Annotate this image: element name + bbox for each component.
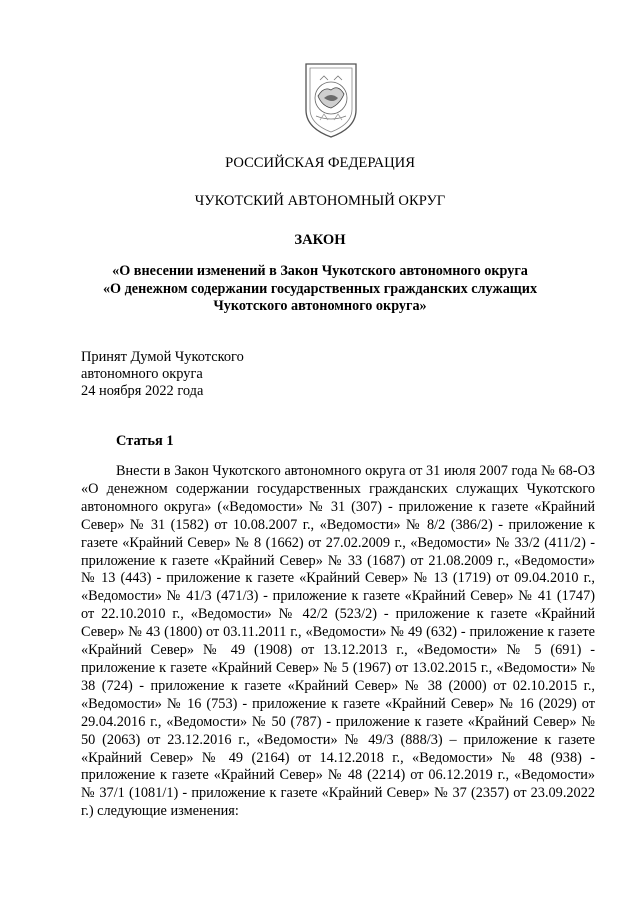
law-title-line: Чукотского автономного округа» <box>213 298 427 314</box>
adoption-line: Принят Думой Чукотского <box>81 349 244 365</box>
document-type: ЗАКОН <box>294 232 346 248</box>
adoption-note <box>81 349 244 400</box>
law-title <box>0 263 640 316</box>
law-title-line: «О внесении изменений в Закон Чукотского автономного округа <box>112 263 528 279</box>
adoption-line: автономного округа <box>81 366 203 382</box>
law-title-line: «О денежном содержании государственных гражданских служащих <box>102 280 538 297</box>
federation-heading: РОССИЙСКАЯ ФЕДЕРАЦИЯ <box>225 155 415 171</box>
coat-of-arms-icon <box>300 60 362 140</box>
article-body: Внести в Закон Чукотского автономного округа от 31 июля 2007 года № 68-ОЗ «О денежном содержании государственных гражданских служащих Чукотского автономного округа» («Ведомости» № 31 (307) - приложение к газете «Крайний Север» № 31 (1582) от 10.08.2007 г., «Ведомости» № 8/2 (386/2) - приложение к газете «Крайний Север» № 8 (1662) от 27.02.2009 г., «Ведомости» № 33/2 (411/2) - приложение к газете «Крайний Север» № 33 (1687) от 21.08.2009 г., «Ведомости» № 13 (443) - приложение к газете «Крайний Север» № 13 (1719) от 09.04.2010 г., «Ведомости» № 41/3 (471/3) - приложение к газете «Крайний Север» № 41 (1747) от 22.10.2010 г., «Ведомости» № 42/2 (523/2) - приложение к газете «Крайний Север» № 43 (1800) от 03.11.2011 г., «Ведомости» № 49 (632) - приложение к газете «Крайний Север» № 49 (1908) от 13.12.2013 г., «Ведомости» № 5 (691) - приложение к газете «Крайний Север» № 5 (1967) от 13.02.2015 г., «Ведомости» № 38 (724) - приложение к газете «Крайний Север» № 38 (2000) от 02.10.2015 г., «Ведомости» № 16 (753) - приложение к газете «Крайний Север» № 16 (2029) от 29.04.2016 г., «Ведомости» № 50 (787) - приложение к газете «Крайний Север» № 50 (2063) от 23.12.2016 г., «Ведомости» № 49/3 (888/3) – приложение к газете «Крайний Север» № 49 (2164) от 14.12.2018 г., «Ведомости» № 48 (938) - приложение к газете «Крайний Север» № 48 (2214) от 06.12.2019 г., «Ведомости» № 37/1 (1081/1) - приложение к газете «Крайний Север» № 37 (2357) от 23.09.2022 г.) следующие изменения: <box>81 463 595 820</box>
okrug-heading: ЧУКОТСКИЙ АВТОНОМНЫЙ ОКРУГ <box>194 193 446 209</box>
article-heading: Статья 1 <box>116 433 174 449</box>
adoption-date: 24 ноября 2022 года <box>81 383 204 399</box>
